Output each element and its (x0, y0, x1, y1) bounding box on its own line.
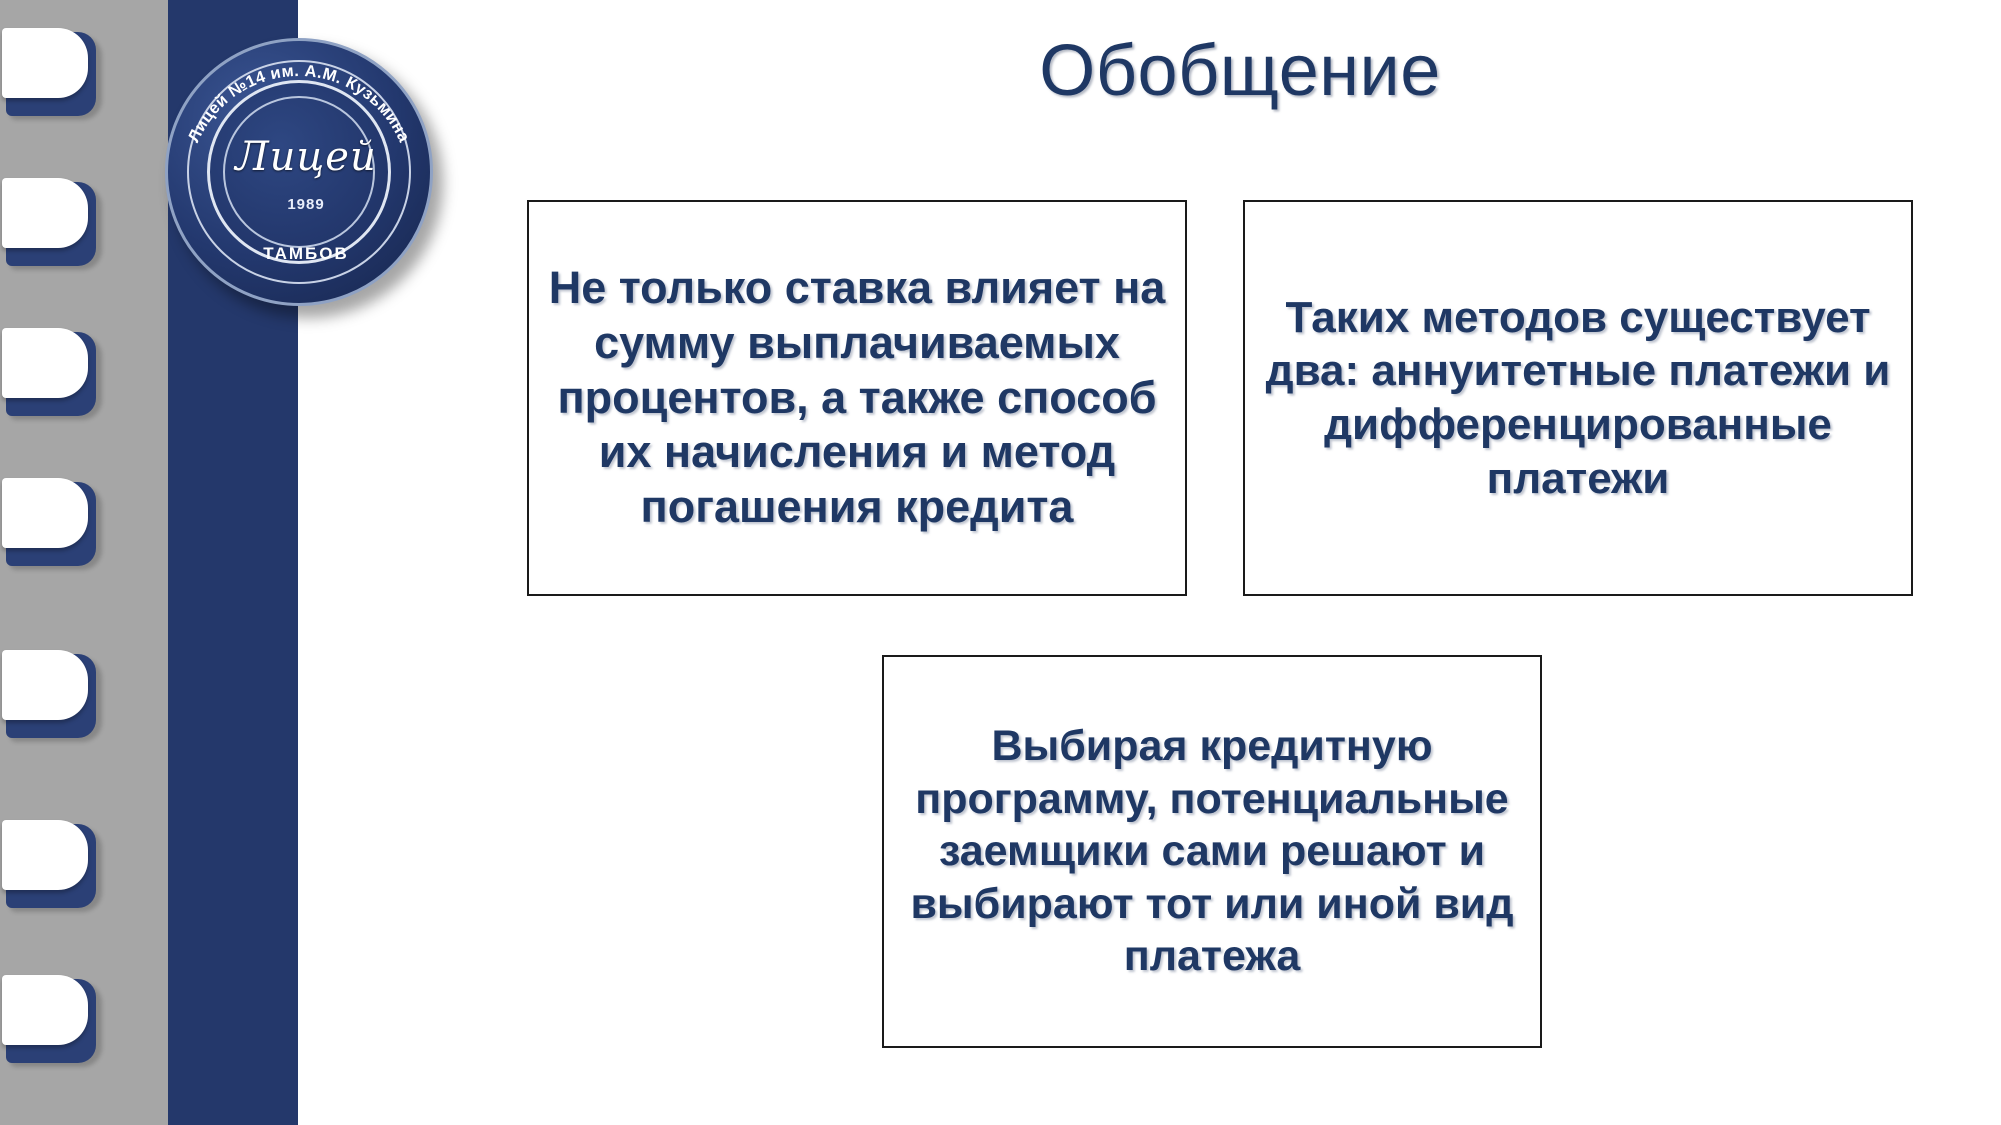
content-box-right (1243, 200, 1913, 596)
binder-ring-icon (2, 28, 100, 120)
binder-ring-icon (2, 650, 100, 742)
content-box-bottom (882, 655, 1542, 1048)
binder-ring-icon (2, 328, 100, 420)
content-box-right-text: Таких методов существует два: аннуитетные платежи и дифференцированные платежи (1265, 292, 1891, 503)
binder-ring-icon (2, 820, 100, 912)
binder-rings (0, 0, 168, 1125)
content-box-left (527, 200, 1187, 596)
emblem-script-label: Лицей (235, 134, 377, 180)
school-emblem-logo (165, 38, 447, 320)
binder-ring-icon (2, 478, 100, 570)
emblem-year-label: 1989 (287, 196, 325, 213)
emblem-arc-label: Лицей №14 им. А.М. Кузьмина (184, 61, 414, 146)
binder-ring-icon (2, 975, 100, 1067)
content-box-left-text: Не только ставка влияет на сумму выплачиваемых процентов, а также способ их начисления и метод погашения кредита (548, 261, 1166, 533)
content-box-bottom-text: Выбирая кредитную программу, потенциальные заемщики сами решают и выбирают тот или иной вид платежа (910, 722, 1514, 981)
svg-text:Лицей №14 им. А.М. Кузьмина (185, 62, 414, 145)
binder-ring-icon (2, 178, 100, 270)
emblem-city-label: ТАМБОВ (263, 244, 349, 263)
page-title: Обобщение (1039, 31, 1441, 111)
